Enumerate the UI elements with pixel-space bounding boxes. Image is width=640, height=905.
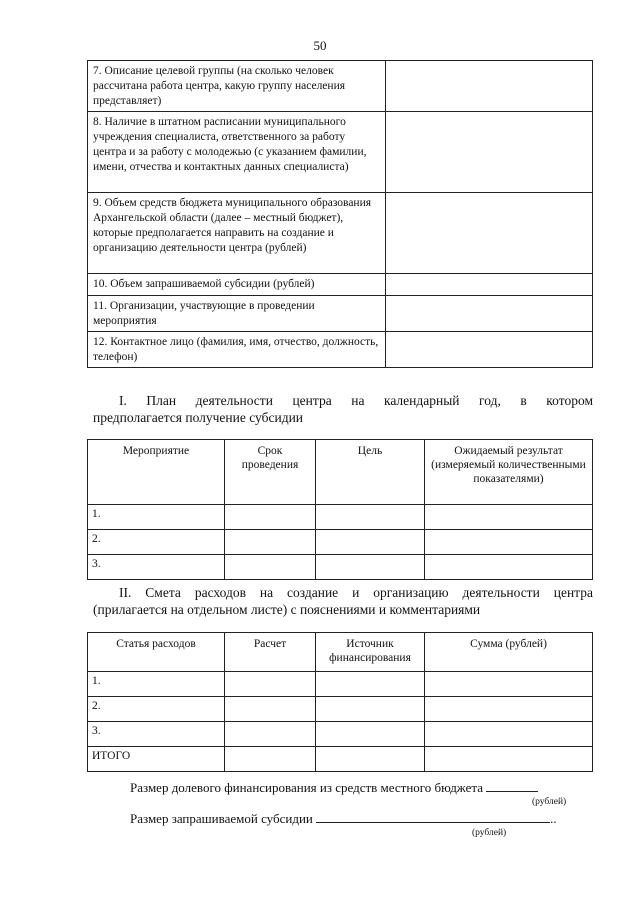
table-row [88, 530, 593, 555]
table-row [88, 722, 593, 747]
subsidy-blank [316, 810, 550, 823]
row-number-cell: 1. [88, 672, 225, 697]
share-financing-label: Размер долевого финансирования из средств местного бюджета [130, 780, 483, 795]
subsidy-line [130, 810, 557, 827]
activity-plan-table [87, 439, 593, 580]
table-row [88, 61, 593, 112]
table-row [88, 672, 593, 697]
row-number-cell: 2. [88, 530, 225, 555]
column-header: Срок проведения [225, 440, 316, 505]
column-header: Ожидаемый результат (измеряемый количественными показателями) [425, 440, 593, 505]
question-cell: 11. Организации, участвующие в проведении мероприятия [88, 296, 386, 332]
table-row [88, 332, 593, 368]
question-cell: 7. Описание целевой группы (на сколько человек рассчитана работа центра, какую группу населения представляет) [88, 61, 386, 112]
expense-estimate-table [87, 632, 593, 772]
column-header: Сумма (рублей) [425, 633, 593, 672]
section-1-line-2: предполагается получение субсидии [93, 410, 304, 425]
column-header: Цель [316, 440, 425, 505]
table-row [88, 555, 593, 580]
table-row [88, 112, 593, 193]
table-row [88, 747, 593, 772]
column-header: Расчет [225, 633, 316, 672]
share-financing-unit: (рублей) [532, 797, 567, 807]
table-row [88, 296, 593, 332]
table-row [88, 274, 593, 296]
page-number: 50 [313, 38, 327, 53]
section-2-line-1: II. Смета расходов на создание и организацию деятельности центра [119, 585, 593, 600]
row-number-cell: 2. [88, 697, 225, 722]
total-label-cell: ИТОГО [88, 747, 225, 772]
question-cell: 9. Объем средств бюджета муниципального образования Архангельской области (далее – местный бюджет), которые предполагается направить на создание и организацию деятельности центра (рублей) [88, 193, 386, 274]
application-info-table [87, 60, 593, 368]
question-cell: 12. Контактное лицо (фамилия, имя, отчество, должность, телефон) [88, 332, 386, 368]
answer-cell [386, 61, 593, 112]
section-1-line-1: I. План деятельности центра на календарный год, в котором [119, 393, 593, 408]
answer-cell [386, 274, 593, 296]
column-header: Источник финансирования [316, 633, 425, 672]
share-financing-line [130, 779, 538, 796]
column-header: Мероприятие [88, 440, 225, 505]
row-number-cell: 3. [88, 722, 225, 747]
table-row [88, 697, 593, 722]
section-1-heading [93, 392, 593, 426]
table-header-row [88, 440, 593, 505]
section-2-line-2: (прилагается на отдельном листе) с пояснениями и комментариями [93, 602, 481, 617]
section-2-heading [93, 584, 593, 618]
question-cell: 10. Объем запрашиваемой субсидии (рублей) [88, 274, 386, 296]
subsidy-tail: .. [550, 811, 557, 826]
subsidy-unit: (рублей) [472, 828, 507, 838]
share-financing-blank [486, 779, 538, 792]
table-header-row [88, 633, 593, 672]
answer-cell [386, 112, 593, 193]
subsidy-label: Размер запрашиваемой субсидии [130, 811, 313, 826]
answer-cell [386, 296, 593, 332]
table-row [88, 505, 593, 530]
row-number-cell: 1. [88, 505, 225, 530]
answer-cell [386, 193, 593, 274]
column-header: Статья расходов [88, 633, 225, 672]
question-cell: 8. Наличие в штатном расписании муниципального учреждения специалиста, ответственного за работу центра и за работу с молодежью (с указанием фамилии, имени, отчества и контактных данных специалиста) [88, 112, 386, 193]
row-number-cell: 3. [88, 555, 225, 580]
table-row [88, 193, 593, 274]
answer-cell [386, 332, 593, 368]
